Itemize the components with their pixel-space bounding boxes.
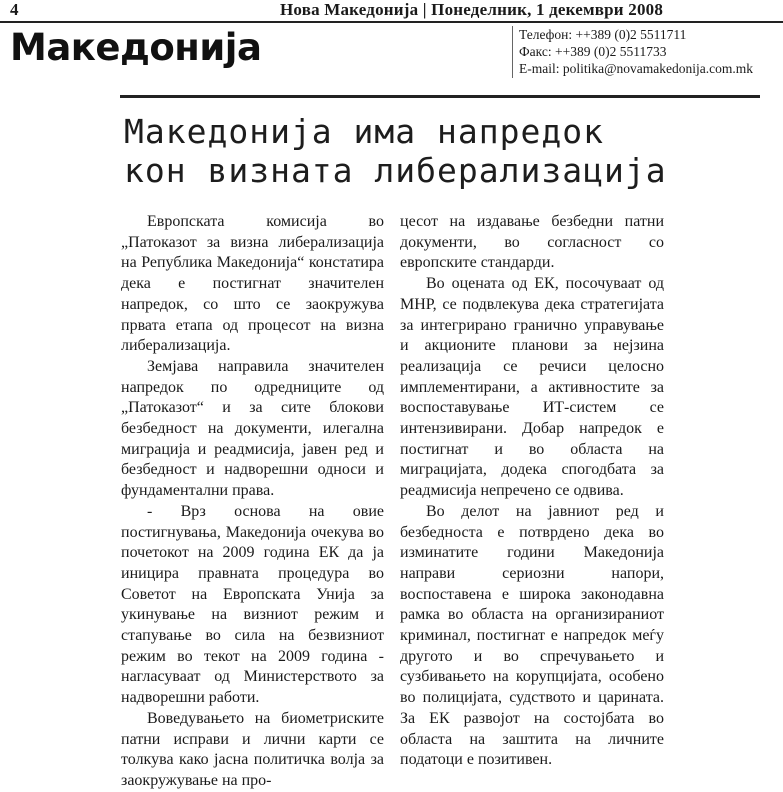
paragraph: Европската комисија во „Патоказот за визна либерализација на Република Македонија“ констатира дека е постигнат значителен напредок, со што се заокружува првата етапа од процесот на визна либерализација. xyxy=(121,213,384,355)
section-name: Македонија xyxy=(10,26,262,69)
page-number: 4 xyxy=(10,0,19,19)
contact-divider xyxy=(512,26,513,78)
header-rule xyxy=(0,21,783,23)
fax-line: Факс: ++389 (0)2 5511733 xyxy=(519,44,667,59)
headline-line-1: Македонија има напредок xyxy=(124,112,604,151)
headline-line-2: кон визната либерализација xyxy=(124,151,667,190)
section-rule xyxy=(120,95,760,98)
email-line: E-mail: politika@novamakedonija.com.mk xyxy=(519,61,754,76)
paragraph: Земјава направила значителен напредок по одредниците од „Патоказот“ и за сите блокови безбедност на документи, илегална миграција и реадмисија, јавен ред и безбедност и надворешни односи и фундаментални права. xyxy=(121,357,384,500)
article-column-right xyxy=(400,212,664,771)
article-headline xyxy=(124,112,667,190)
contact-block xyxy=(519,26,753,77)
running-head: Нова Македонија | Понеделник, 1 декември 2008 xyxy=(280,0,664,19)
paragraph: Во оцената од ЕК, посочуваат од МНР, се подвлекува дека стратегијата за интегрирано гранично управување и акционите планови за нејзина реализација се речиси целосно имплементирани, а активностите за воспоставување ИТ-систем се интензивирани. Добар напредок е постигнат и во областа на миграцијата, додека спогодбата за реадмисија непречено се одвива. xyxy=(400,275,664,500)
article-column-left xyxy=(121,212,384,792)
phone-line: Телефон: ++389 (0)2 5511711 xyxy=(519,27,687,42)
paragraph: цесот на издавање безбедни патни документи, во согласност со европските стандарди. xyxy=(400,213,664,272)
paragraph: Воведувањето на биометриските патни исправи и лични карти се толкува како јасна политичка волја за заокружување на про- xyxy=(121,709,384,789)
paragraph: - Врз основа на овие постигнувања, Македонија очекува во почетокот на 2009 година ЕК да ја иницира правната процедура во Советот на Европската Унија за укинување на визниот режим и стапување во сила на безвизниот режим во текот на 2009 година - нагласуваат од Министерството за надворешни работи. xyxy=(121,502,384,707)
paragraph: Во делот на јавниот ред и безбедноста е потврдено дека во изминатите години Македонија направи сериозни напори, воспоставена е широка законодавна рамка во областа на организираниот криминал, постигнат е напредок меѓу другото и во спречувањето и сузбивањето на корупцијата, особено во полицијата, судството и царината. За ЕК развојот на состојбата во областа на заштита на личните податоци е позитивен. xyxy=(400,502,664,769)
